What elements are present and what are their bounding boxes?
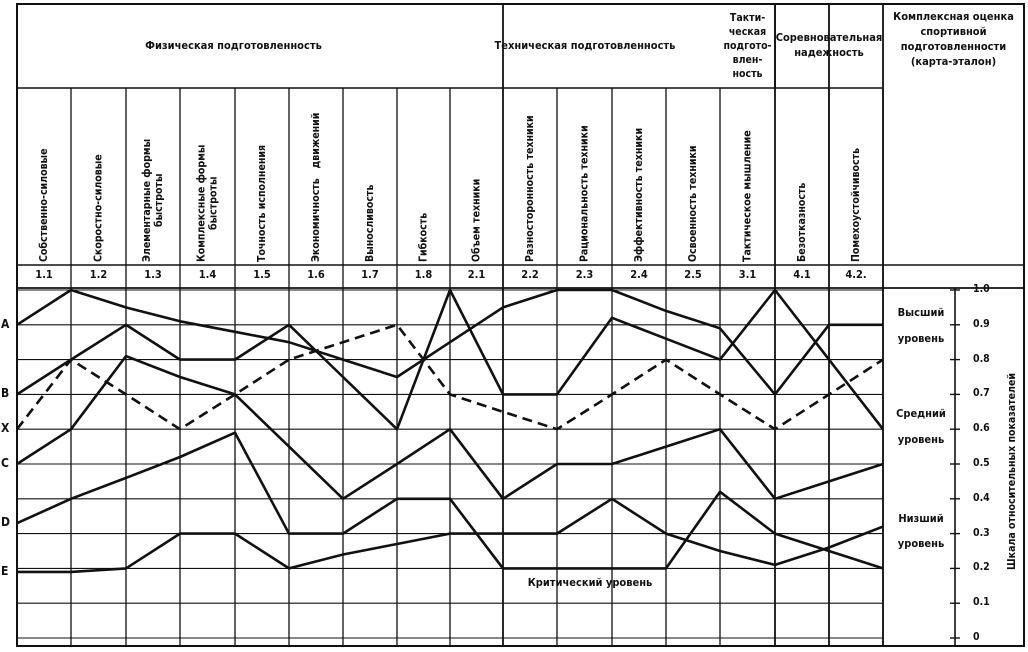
indicator-label-1-8: Гибкость xyxy=(417,212,430,262)
level-low: Низший уровень xyxy=(897,511,945,551)
indicator-label-2-4: Эффективность техники xyxy=(633,127,645,262)
y-tick-label: 0.5 xyxy=(973,457,990,469)
y-tick-label: 0.1 xyxy=(973,596,990,609)
indicator-label-1-7: Выносливость xyxy=(364,184,376,262)
indicator-code: 2.5 xyxy=(684,268,702,281)
y-tick-label: 0.3 xyxy=(973,526,990,539)
indicator-label-1-1: Собственно-силовые xyxy=(38,148,50,262)
y-tick-label: 0.6 xyxy=(973,422,990,435)
indicator-code: 1.1 xyxy=(35,268,53,281)
indicator-label-1-6: Экономичность движений xyxy=(310,112,322,262)
indicator-label-2-3: Рациональность техники xyxy=(578,125,591,262)
row-label-B: B xyxy=(1,386,10,401)
indicator-label-4-1: Безотказность xyxy=(796,182,808,262)
y-tick-label: 0.2 xyxy=(973,561,990,574)
indicator-code: 3.1 xyxy=(738,268,757,281)
indicator-code: 1.6 xyxy=(307,268,325,281)
group-technical: Техническая подготовленность xyxy=(494,38,676,52)
indicator-label-2-5: Освоенность техники xyxy=(687,145,699,262)
indicator-label-1-5: Точность исполнения xyxy=(256,144,268,262)
indicator-label-2-1: Объем техники xyxy=(470,178,483,262)
y-tick-label: 0.9 xyxy=(973,317,990,330)
indicator-label-1-2: Скоростно-силовые xyxy=(92,154,105,262)
indicator-code: 4.1 xyxy=(793,268,811,281)
row-label-D: D xyxy=(1,515,10,530)
indicator-label-1-4: Комплексные формы быстроты xyxy=(195,144,220,262)
indicator-label-1-3: Элементарные формы быстроты xyxy=(141,138,165,262)
row-label-C: C xyxy=(1,456,9,470)
y-axis-label: Шкала относительных показателей xyxy=(1006,373,1018,570)
group-complex: Комплексная оценка спортивной подготовленности (карта-эталон) xyxy=(893,10,1014,68)
level-medium: Средний уровень xyxy=(896,407,946,446)
indicator-label-2-2: Разносторонность техники xyxy=(524,115,536,262)
indicator-label-3-1: Тактическое мышление xyxy=(741,130,754,262)
row-label-A: A xyxy=(1,316,10,331)
level-critical: Критический уровень xyxy=(527,576,653,590)
level-high: Высший уровень xyxy=(897,306,945,345)
y-tick-label: 0 xyxy=(973,631,980,643)
group-physical: Физическая подготовленность xyxy=(145,38,322,52)
indicator-code: 2.2 xyxy=(521,268,539,281)
group-tactical: Такти- ческая подгото- влен- ность xyxy=(723,11,772,81)
indicator-code: 1.7 xyxy=(361,268,379,281)
row-label-E: E xyxy=(1,563,9,578)
indicator-code: 1.3 xyxy=(144,268,162,281)
indicator-code: 1.8 xyxy=(414,268,433,281)
indicator-label-4-2-: Помехоустойчивость xyxy=(850,147,862,262)
indicator-code: 1.5 xyxy=(253,268,271,281)
y-tick-label: 0.8 xyxy=(973,352,990,365)
y-tick-label: 1.0 xyxy=(973,283,990,295)
row-label-X: X xyxy=(1,421,10,436)
indicator-code: 4.2. xyxy=(845,268,867,281)
indicator-code: 2.4 xyxy=(630,268,648,281)
y-tick-label: 0.4 xyxy=(973,491,990,504)
indicator-code: 1.4 xyxy=(198,268,217,281)
indicator-code: 2.1 xyxy=(467,268,486,281)
y-tick-label: 0.7 xyxy=(973,387,990,400)
group-reliability: Соревновательная надежность xyxy=(775,31,883,59)
indicator-code: 1.2 xyxy=(89,268,108,281)
indicator-code: 2.3 xyxy=(575,268,594,281)
